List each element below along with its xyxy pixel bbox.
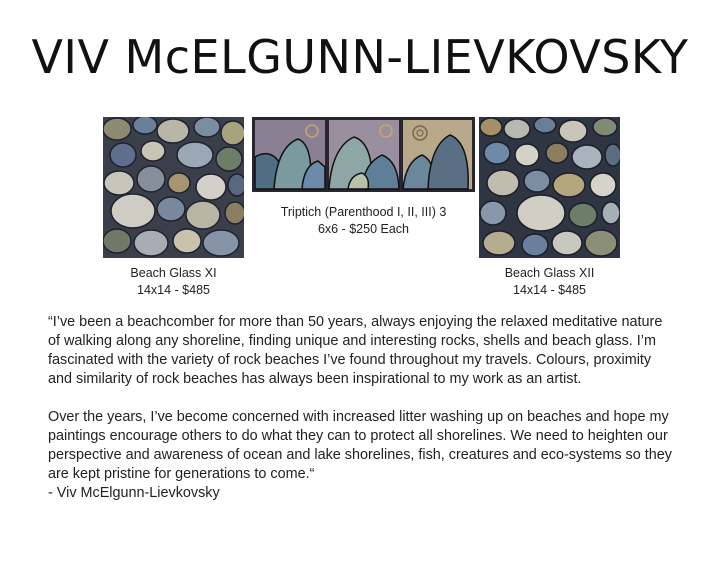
artwork-caption-beach-glass-xi [93, 265, 254, 299]
artwork-details: 14x14 - $485 [137, 283, 210, 297]
artwork-triptych-image [252, 117, 475, 192]
artwork-details: 6x6 - $250 Each [317, 222, 410, 236]
artwork-beach-glass-xi-image [103, 117, 244, 258]
artwork-beach-glass-xii-image [479, 117, 620, 258]
artwork-caption-beach-glass-xii [469, 265, 630, 299]
artwork-title: Triptich (Parenthood I, II, III) 3 [280, 205, 447, 219]
statement-paragraph: Over the years, I’ve become concerned with increased litter washing up on beaches and hope my paintings encourage others to do what they can to protect all shorelines. We need to heighten our perspective and awareness of ocean and lake shorelines, fish, creatures and eco-systems so they are kept pristine for generations to come.“ [48, 409, 672, 482]
statement-signature: - Viv McElgunn-Lievkovsky [48, 485, 220, 501]
artist-statement [48, 313, 678, 503]
artwork-title: Beach Glass XI [130, 266, 217, 280]
statement-paragraph: “I’ve been a beachcomber for more than 50 years, always enjoying the relaxed meditative nature of walking along any shoreline, finding unique and interesting rocks, shells and beach glass. I’m fascinated with the variety of rock beaches I’ve found throughout my travels. Colours, proximity and similarity of rock beaches has always been inspirational to my work as an artist. [48, 314, 663, 387]
artwork-caption-triptych [240, 204, 487, 238]
artwork-details: 14x14 - $485 [513, 283, 586, 297]
artwork-title: Beach Glass XII [504, 266, 595, 280]
page-title: VIV McELGUNN-LIEVKOVSKY [31, 30, 689, 84]
